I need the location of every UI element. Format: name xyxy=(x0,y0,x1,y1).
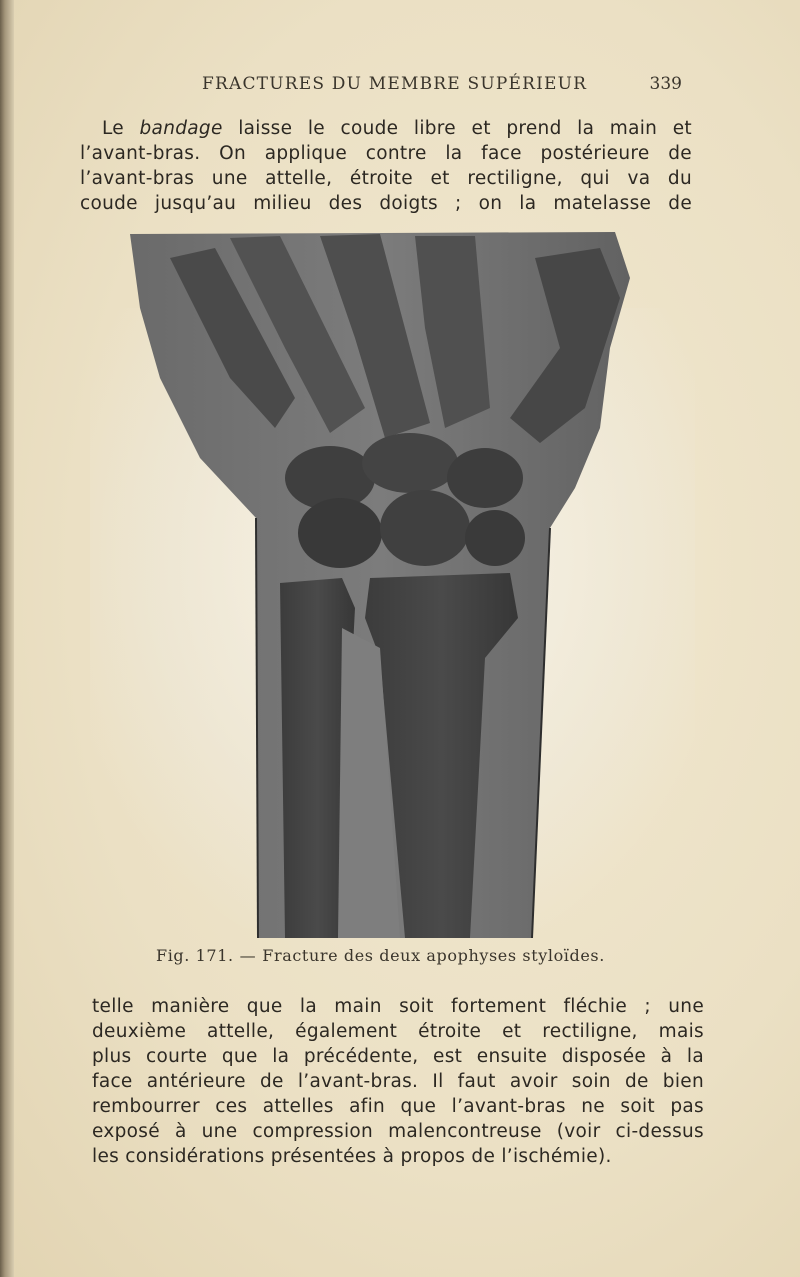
caption-dash: — xyxy=(239,946,257,965)
paragraph-line xyxy=(80,116,692,141)
binding-edge xyxy=(0,0,14,1277)
paragraph-line: face antérieure de l’avant-bras. Il faut avoir soin de bien xyxy=(92,1071,704,1092)
caption-text: Fracture des deux apophyses styloïdes. xyxy=(262,946,605,965)
text-run: laisse le coude libre et prend la main et xyxy=(222,118,692,139)
figure-label: Fig. 171. xyxy=(156,946,234,965)
carpal-bone xyxy=(362,433,458,493)
carpal-bone xyxy=(380,490,470,566)
running-title: FRACTURES DU MEMBRE SUPÉRIEUR xyxy=(202,74,588,94)
paragraph-bottom xyxy=(92,994,704,1169)
paragraph-top xyxy=(80,116,692,216)
paragraph-line: l’avant-bras une attelle, étroite et rectiligne, qui va du xyxy=(80,168,692,189)
paragraph-line: l’avant-bras. On applique contre la face postérieure de xyxy=(80,143,692,164)
carpal-bone xyxy=(447,448,523,508)
carpal-bone xyxy=(465,510,525,566)
paragraph-line: coude jusqu’au milieu des doigts ; on la matelasse de xyxy=(80,193,692,214)
paragraph-line: rembourrer ces attelles afin que l’avant-bras ne soit pas xyxy=(92,1096,704,1117)
text-run: Le xyxy=(102,118,140,139)
xray-figure xyxy=(80,228,700,948)
paragraph-line: les considérations présentées à propos de l’ischémie). xyxy=(92,1146,612,1167)
carpal-bone xyxy=(298,498,382,568)
paragraph-line: exposé à une compression malencontreuse (voir ci-dessus xyxy=(92,1121,704,1142)
running-head xyxy=(80,74,692,100)
paragraph-line: plus courte que la précédente, est ensuite disposée à la xyxy=(92,1046,704,1067)
xray-image xyxy=(80,228,700,948)
paragraph-line: telle manière que la main soit fortement fléchie ; une xyxy=(92,996,704,1017)
paragraph-line: deuxième attelle, également étroite et rectiligne, mais xyxy=(92,1021,704,1042)
emphasis-bandage: bandage xyxy=(139,118,223,139)
figure-caption xyxy=(156,946,605,965)
page-number: 339 xyxy=(649,74,682,94)
